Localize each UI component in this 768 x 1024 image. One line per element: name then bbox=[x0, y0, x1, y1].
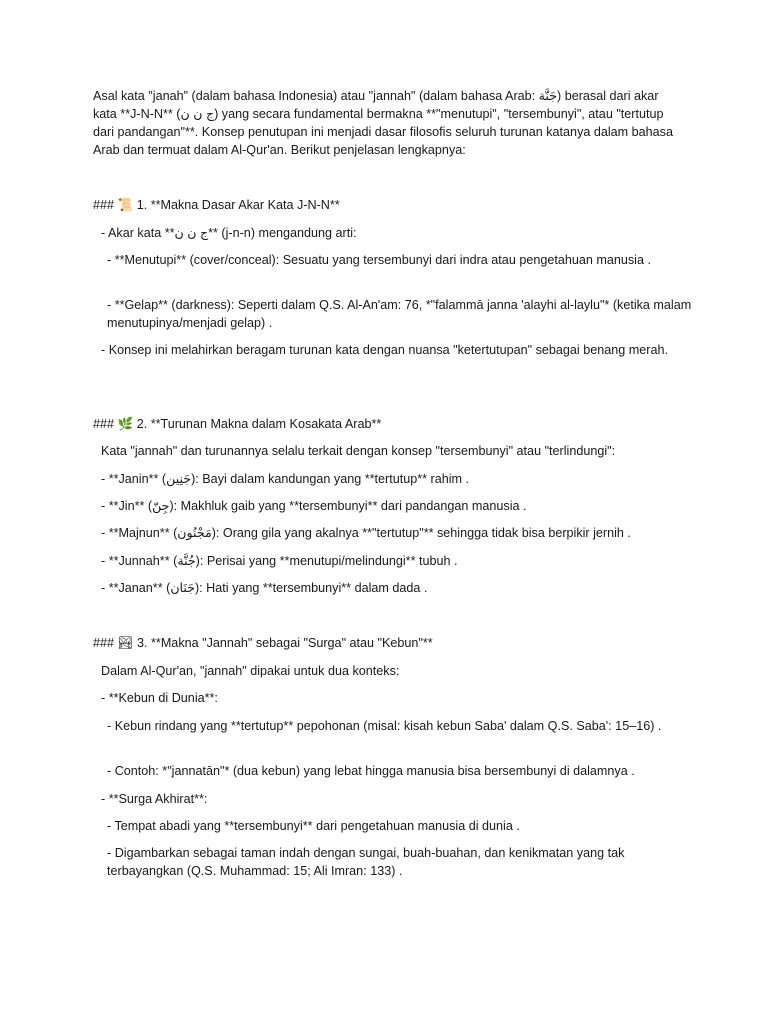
list-item: - **Surga Akhirat**: bbox=[101, 792, 208, 806]
list-item: - Contoh: *"jannatān"* (dua kebun) yang lebat hingga manusia bisa bersembunyi di dalamnya . bbox=[107, 764, 635, 778]
list-item: Dalam Al-Qur'an, "jannah" dipakai untuk dua konteks: bbox=[101, 664, 400, 678]
list-item: Kata "jannah" dan turunannya selalu terkait dengan konsep "tersembunyi" atau "terlindungi": bbox=[101, 444, 616, 458]
list-item: - Akar kata **ج ن ن** (j-n-n) mengandung arti: bbox=[101, 226, 357, 240]
list-item: - **Majnun** (مَجْنُون): Orang gila yang akalnya **"tertutup"** sehingga tidak bisa berpikir jernih . bbox=[101, 526, 631, 540]
herb-icon: 🌿 bbox=[117, 416, 134, 431]
heading-marker: ### bbox=[93, 198, 115, 212]
section-1-heading bbox=[93, 196, 683, 214]
list-item: - **Menutupi** (cover/conceal): Sesuatu yang tersembunyi dari indra atau pengetahuan manusia . bbox=[107, 253, 651, 267]
landscape-icon: 🏞 bbox=[117, 635, 134, 650]
list-item: - Konsep ini melahirkan beragam turunan kata dengan nuansa "ketertutupan" sebagai benang merah. bbox=[101, 343, 668, 357]
list-item: - Kebun rindang yang **tertutup** pepohonan (misal: kisah kebun Saba' dalam Q.S. Saba': 15–16) . bbox=[107, 719, 662, 733]
section-3-heading bbox=[93, 634, 683, 652]
heading-marker: ### bbox=[93, 417, 115, 431]
section-1-title: 1. **Makna Dasar Akar Kata J-N-N** bbox=[136, 198, 340, 212]
section-3-title: 3. **Makna "Jannah" sebagai "Surga" atau "Kebun"** bbox=[137, 636, 433, 650]
section-2-title: 2. **Turunan Makna dalam Kosakata Arab** bbox=[136, 417, 382, 431]
list-item: - **Janan** (جَنَان): Hati yang **tersembunyi** dalam dada . bbox=[101, 581, 428, 595]
scroll-icon: 📜 bbox=[117, 197, 134, 212]
list-item: - **Janin** (جَنِين): Bayi dalam kandungan yang **tertutup** rahim . bbox=[101, 472, 470, 486]
list-item: - Digambarkan sebagai taman indah dengan sungai, buah-buahan, dan kenikmatan yang tak terbayangkan (Q.S. Muhammad: 15; Ali Imran: 133) . bbox=[107, 846, 625, 878]
list-item: - Tempat abadi yang **tersembunyi** dari pengetahuan manusia di dunia . bbox=[107, 819, 520, 833]
section-2-heading bbox=[93, 415, 683, 433]
list-item: - **Kebun di Dunia**: bbox=[101, 691, 218, 705]
list-item: - **Gelap** (darkness): Seperti dalam Q.S. Al-An'am: 76, *"falammā janna 'alayhi al-laylu"* (ketika malam menutupinya/menjadi gelap) . bbox=[107, 298, 692, 330]
list-item: - **Jin** (جِنّ): Makhluk gaib yang **tersembunyi** dari pandangan manusia . bbox=[101, 499, 527, 513]
list-item: - **Junnah** (جُنَّة): Perisai yang **menutupi/melindungi** tubuh . bbox=[101, 554, 458, 568]
intro-paragraph: Asal kata "janah" (dalam bahasa Indonesia) atau "jannah" (dalam bahasa Arab: جَنَّة) berasal dari akar kata **J-N-N** (ج ن ن) yang secara fundamental bermakna **"menutupi", "tersembunyi", atau "tertutup dari pandangan"**. Konsep penutupan ini menjadi dasar filosofis seluruh turunan katanya dalam bahasa Arab dan termuat dalam Al-Qur'an. Berikut penjelasan lengkapnya: bbox=[93, 89, 673, 157]
heading-marker: ### bbox=[93, 636, 115, 650]
